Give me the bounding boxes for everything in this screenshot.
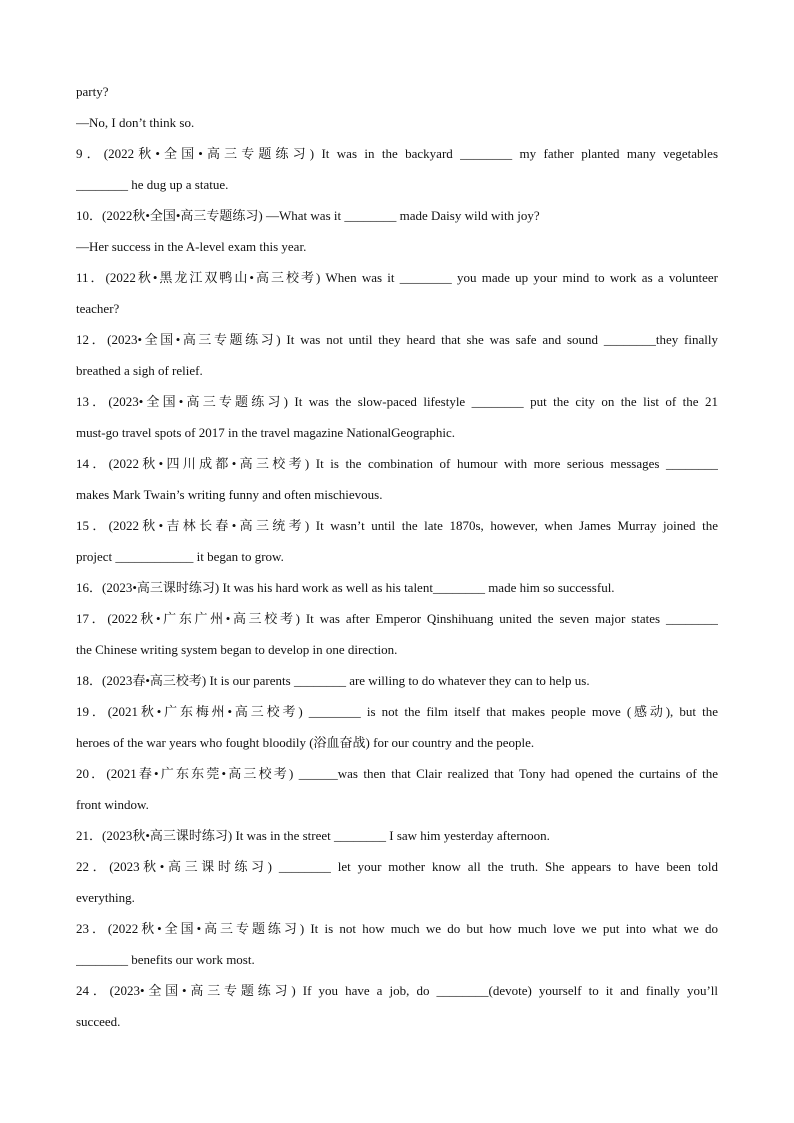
question-11-line-1: 11．(2022秋•黑龙江双鸭山•高三校考) When was it ________ you made up your mind to work as a volunteer [76, 270, 718, 285]
question-16-line-1: 16．(2023•高三课时练习) It was his hard work as well as his talent________ made him so successful. [76, 580, 615, 595]
question-20-line-2: front window. [76, 797, 149, 812]
question-9-line-2: ________ he dug up a statue. [76, 177, 229, 192]
question-11-line-2: teacher? [76, 301, 120, 316]
question-15-line-2: project ____________ it began to grow. [76, 549, 284, 564]
question-13-line-2: must-go travel spots of 2017 in the travel magazine NationalGeographic. [76, 425, 456, 440]
question-21-line-1: 21．(2023秋•高三课时练习) It was in the street ________ I saw him yesterday afternoon. [76, 828, 550, 843]
question-12-line-1: 12．(2023•全国•高三专题练习) It was not until they heard that she was safe and sound ________they finally [76, 332, 718, 347]
text-line: party? [76, 84, 109, 99]
question-18-line-1: 18．(2023春•高三校考) It is our parents ________ are willing to do whatever they can to help us. [76, 673, 590, 688]
question-22-line-1: 22．(2023秋•高三课时练习) ________ let your mother know all the truth. She appears to have been told [76, 859, 718, 874]
question-17-line-1: 17．(2022秋•广东广州•高三校考) It was after Emperor Qinshihuang united the seven major states ________ [76, 611, 718, 626]
question-22-line-2: everything. [76, 890, 135, 905]
question-23-line-1: 23．(2022秋•全国•高三专题练习) It is not how much we do but how much love we put into what we do [76, 921, 718, 936]
question-10-line-2: —Her success in the A-level exam this year. [76, 239, 307, 254]
question-13-line-1: 13．(2023•全国•高三专题练习) It was the slow-paced lifestyle ________ put the city on the list of the 21 [76, 394, 718, 409]
worksheet-page [76, 76, 718, 1037]
question-9-line-1: 9．(2022秋•全国•高三专题练习) It was in the backyard ________ my father planted many vegetables [76, 146, 718, 161]
question-23-line-2: ________ benefits our work most. [76, 952, 255, 967]
question-14-line-2: makes Mark Twain’s writing funny and often mischievous. [76, 487, 383, 502]
text-line: —No, I don’t think so. [76, 115, 195, 130]
question-12-line-2: breathed a sigh of relief. [76, 363, 203, 378]
question-24-line-2: succeed. [76, 1014, 121, 1029]
question-19-line-2: heroes of the war years who fought bloodily (浴血奋战) for our country and the people. [76, 735, 535, 750]
question-20-line-1: 20．(2021春•广东东莞•高三校考) ______was then that Clair realized that Tony had opened the curtains of the [76, 766, 718, 781]
question-10-line-1: 10．(2022秋•全国•高三专题练习) —What was it ________ made Daisy wild with joy? [76, 208, 540, 223]
question-19-line-1: 19．(2021秋•广东梅州•高三校考) ________ is not the film itself that makes people move (感动), but the [76, 704, 718, 719]
question-24-line-1: 24．(2023•全国•高三专题练习) If you have a job, do ________(devote) yourself to it and finally you’ll [76, 983, 718, 998]
question-17-line-2: the Chinese writing system began to develop in one direction. [76, 642, 398, 657]
question-14-line-1: 14．(2022秋•四川成都•高三校考) It is the combination of humour with more serious messages ________ [76, 456, 718, 471]
question-15-line-1: 15．(2022秋•吉林长春•高三统考) It wasn’t until the late 1870s, however, when James Murray joined the [76, 518, 718, 533]
